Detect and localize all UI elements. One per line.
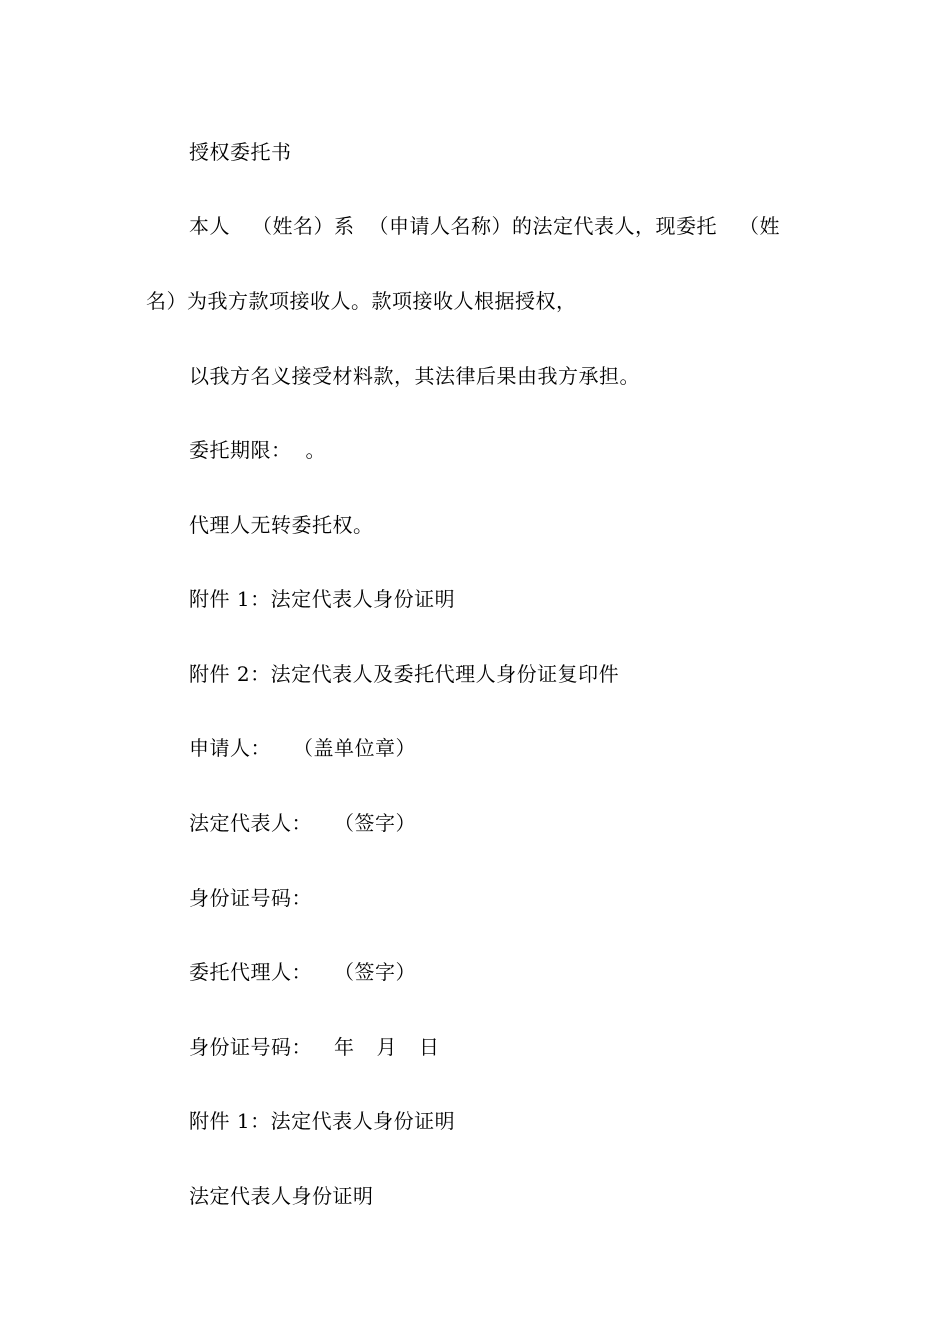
attachment-1: 附件 1：法定代表人身份证明 [189, 587, 456, 611]
term-line [189, 436, 326, 464]
agent-name-placeholder-start: （姓 [739, 214, 780, 238]
paragraph-principal [189, 212, 780, 240]
document-title: 授权委托书 [189, 140, 292, 164]
term-end: 。 [305, 438, 326, 462]
legal-rep-certificate-title: 法定代表人身份证明 [189, 1184, 374, 1208]
id-number-line-1: 身份证号码： [189, 886, 312, 910]
paragraph-principal-continued: 名）为我方款项接收人。款项接收人根据授权， [146, 289, 577, 313]
legal-rep-sign-note: （签字） [334, 811, 416, 835]
principal-name-placeholder: （姓名）系 [252, 214, 355, 238]
no-sub-delegation: 代理人无转委托权。 [189, 513, 374, 537]
id-number-label: 身份证号码： [189, 1035, 312, 1059]
applicant-line [189, 734, 416, 762]
applicant-seal-note: （盖单位章） [293, 736, 416, 760]
paragraph-legal-consequence: 以我方名义接受材料款，其法律后果由我方承担。 [189, 364, 640, 388]
date-day: 日 [419, 1035, 440, 1059]
date-month: 月 [376, 1035, 397, 1059]
attachment-2: 附件 2：法定代表人及委托代理人身份证复印件 [189, 662, 620, 686]
applicant-label: 申请人： [189, 736, 271, 760]
legal-rep-line [189, 809, 416, 837]
attachment-1-heading: 附件 1：法定代表人身份证明 [189, 1109, 456, 1133]
legal-rep-label: 法定代表人： [189, 811, 312, 835]
id-number-line-2 [189, 1033, 440, 1061]
date-year: 年 [334, 1035, 355, 1059]
term-label: 委托期限： [189, 438, 292, 462]
principal-company-placeholder: （申请人名称）的法定代表人，现委托 [368, 214, 717, 238]
agent-sign-note: （签字） [334, 960, 416, 984]
principal-prefix: 本人 [189, 214, 230, 238]
agent-label: 委托代理人： [189, 960, 312, 984]
agent-line [189, 958, 416, 986]
